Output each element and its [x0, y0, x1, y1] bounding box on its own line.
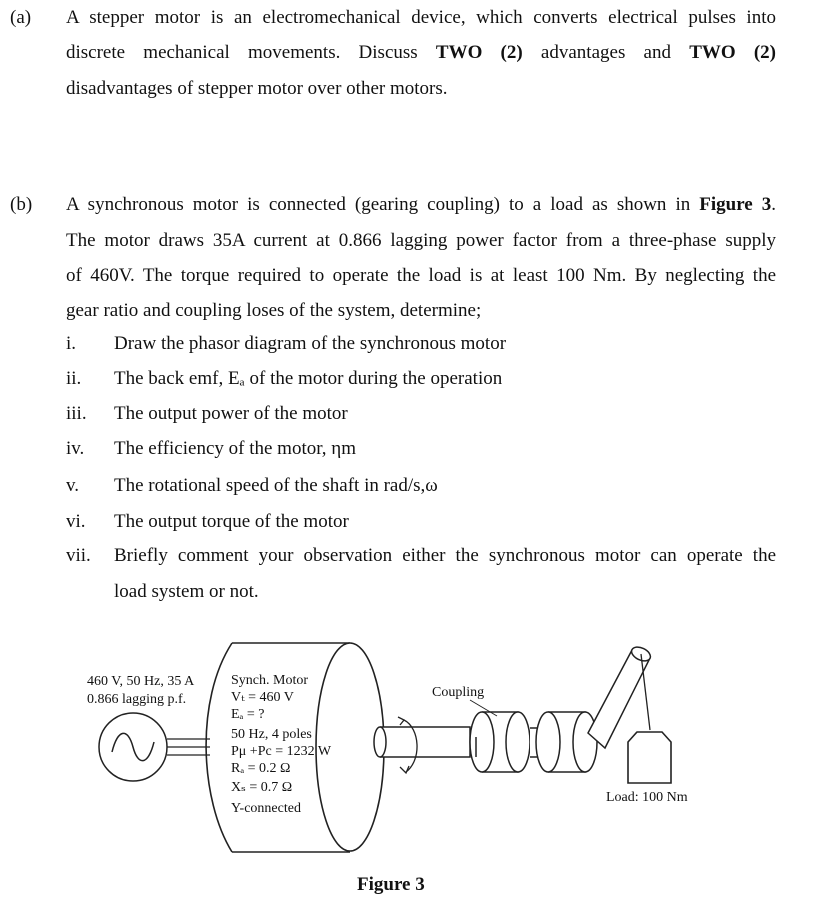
item-number: iv. [66, 438, 85, 459]
emphasis-two: TWO (2) [689, 42, 777, 63]
coupling-drum-2 [536, 712, 597, 772]
item-number: iii. [66, 403, 87, 424]
figure-ref: Figure 3 [699, 194, 772, 215]
item-number: v. [66, 475, 80, 496]
motor-spec: Pμ +Pc = 1232 W [231, 744, 332, 759]
load-label: Load: 100 Nm [606, 790, 688, 805]
part-b-text: A synchronous motor is connected (gearing coupling) to a load as shown in [66, 194, 700, 215]
load-weight-icon [628, 732, 671, 783]
item-number: vi. [66, 511, 86, 532]
figure-caption: Figure 3 [357, 874, 425, 895]
item-number: vii. [66, 545, 91, 566]
coupling-drum-1 [470, 712, 530, 772]
motor-spec: 50 Hz, 4 poles [231, 727, 312, 742]
motor-spec: Y-connected [231, 801, 301, 816]
item-text-continued: load system or not. [114, 581, 259, 602]
motor-spec: Xₛ = 0.7 Ω [231, 780, 293, 795]
motor-spec: Eₐ = ? [231, 707, 265, 722]
part-a-line-3: disadvantages of stepper motor over other motors. [66, 78, 448, 99]
motor-spec: Rₐ = 0.2 Ω [231, 761, 291, 776]
part-a-text: discrete mechanical movements. Discuss [66, 42, 436, 63]
part-a-text: advantages and [522, 42, 690, 63]
supply-rating-label: 460 V, 50 Hz, 35 A [87, 674, 195, 689]
part-a-line-1: A stepper motor is an electromechanical device, which converts electrical pulses into [66, 7, 776, 28]
ac-source-icon [99, 713, 167, 781]
item-text: Draw the phasor diagram of the synchronous motor [114, 333, 507, 354]
item-text: The back emf, Eₐ of the motor during the operation [114, 368, 503, 389]
emphasis-two: TWO (2) [435, 42, 523, 63]
coupling-label: Coupling [432, 685, 485, 700]
item-text: The output torque of the motor [114, 511, 349, 532]
part-b-line-2: The motor draws 35A current at 0.866 lagging power factor from a three-phase supply [66, 230, 776, 251]
item-number: ii. [66, 368, 82, 389]
part-b-label: (b) [10, 194, 33, 215]
item-number: i. [66, 333, 77, 354]
motor-spec: Synch. Motor [231, 673, 308, 688]
motor-shaft [374, 727, 470, 757]
item-text: The output power of the motor [114, 403, 348, 424]
part-b-text: . [771, 194, 776, 215]
supply-wires [167, 739, 210, 755]
part-a-label: (a) [10, 7, 32, 28]
motor-spec: Vₜ = 460 V [231, 690, 294, 705]
supply-pf-label: 0.866 lagging p.f. [87, 692, 187, 707]
item-text: The rotational speed of the shaft in rad/s,ω [114, 475, 438, 496]
part-b-line-3: of 460V. The torque required to operate the load is at least 100 Nm. By neglecting the [66, 265, 776, 286]
part-b-line-4: gear ratio and coupling loses of the system, determine; [66, 300, 482, 321]
item-text: Briefly comment your observation either the synchronous motor can operate the [114, 545, 776, 566]
item-text: The efficiency of the motor, ηm [114, 438, 357, 459]
